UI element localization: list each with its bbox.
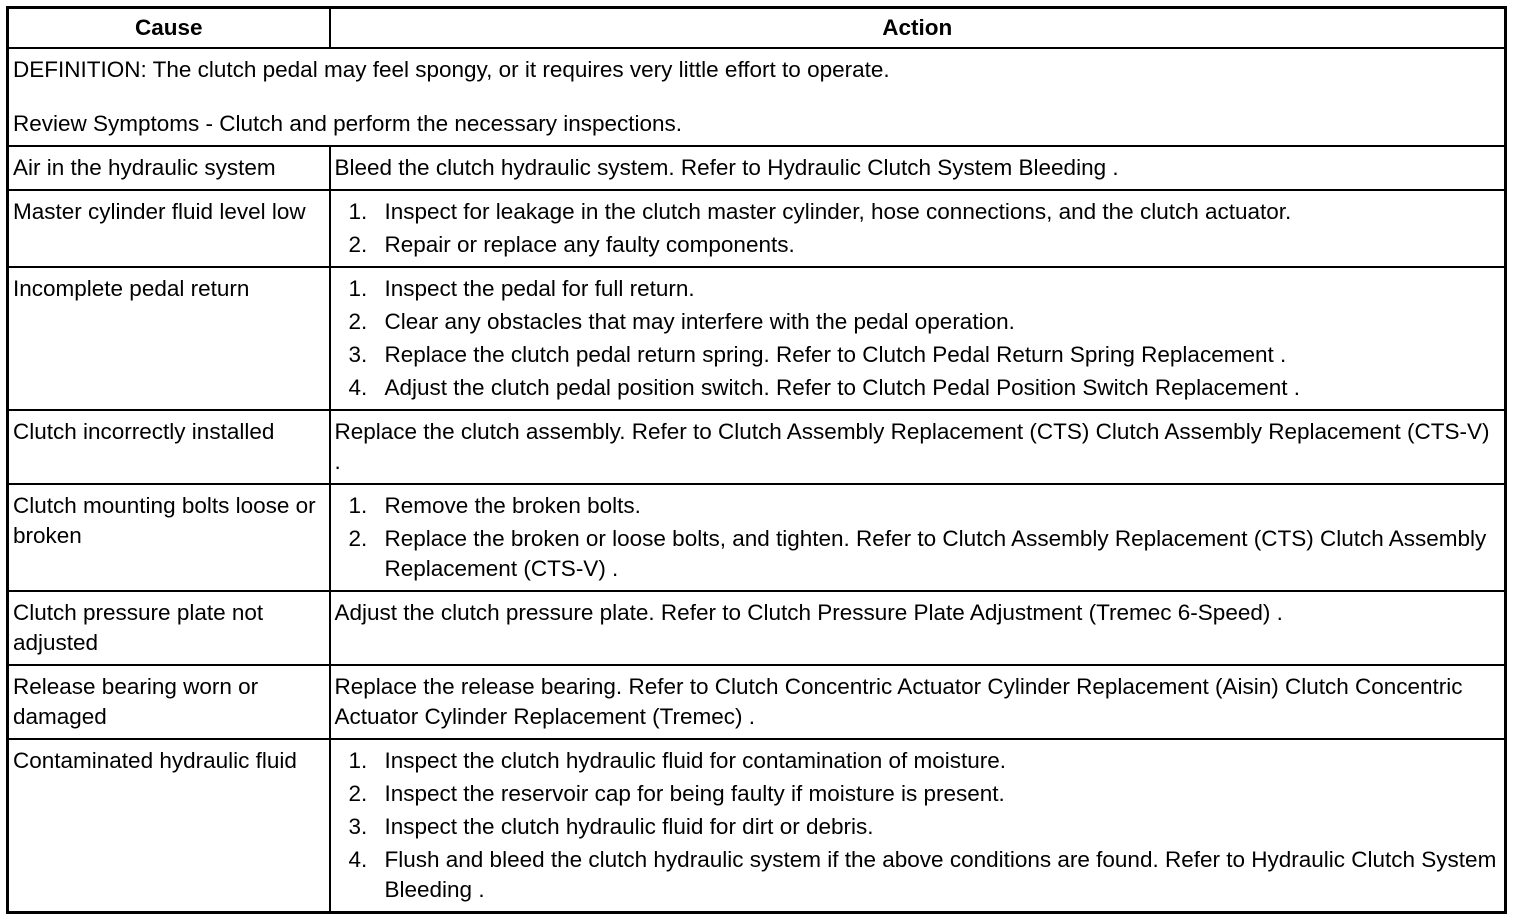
step-item	[335, 812, 1501, 842]
action-header: Action	[330, 8, 1506, 49]
action-steps	[335, 491, 1501, 584]
action-steps	[335, 274, 1501, 403]
action-cell: Replace the release bearing. Refer to Clutch Concentric Actuator Cylinder Replacement (Aisin) Clutch Concentric Actuator Cylinder Replacement (Tremec) .	[330, 665, 1506, 739]
table-row	[8, 739, 1506, 913]
step-number: 1.	[348, 748, 368, 773]
cause-cell: Master cylinder fluid level low	[8, 190, 330, 267]
step-item	[335, 230, 1501, 260]
header-row	[8, 8, 1506, 49]
definition-row	[8, 48, 1506, 146]
action-steps	[335, 746, 1501, 905]
cause-cell: Air in the hydraulic system	[8, 146, 330, 190]
step-item	[335, 779, 1501, 809]
definition-cell	[8, 48, 1506, 146]
cause-cell: Release bearing worn or damaged	[8, 665, 330, 739]
step-item	[335, 524, 1501, 584]
definition-spacer	[13, 85, 1500, 109]
step-text: Inspect for leakage in the clutch master cylinder, hose connections, and the clutch actuator.	[384, 199, 1292, 224]
step-item	[335, 274, 1501, 304]
step-number: 4.	[348, 375, 368, 400]
table-row	[8, 591, 1506, 665]
action-cell	[330, 267, 1506, 410]
table-row	[8, 146, 1506, 190]
step-item	[335, 197, 1501, 227]
table-row	[8, 484, 1506, 591]
diagnostic-table	[6, 6, 1507, 914]
step-text: Replace the broken or loose bolts, and tighten. Refer to Clutch Assembly Replacement (CTS) Clutch Assembly Replacement (CTS-V) .	[384, 526, 1487, 581]
step-number: 3.	[348, 814, 368, 839]
step-text: Remove the broken bolts.	[384, 493, 641, 518]
step-number: 2.	[348, 526, 368, 551]
step-text: Flush and bleed the clutch hydraulic system if the above conditions are found. Refer to Hydraulic Clutch System Bleeding .	[384, 847, 1497, 902]
step-item	[335, 307, 1501, 337]
table-row	[8, 410, 1506, 484]
step-number: 2.	[348, 232, 368, 257]
action-steps	[335, 197, 1501, 260]
cause-cell: Clutch mounting bolts loose or broken	[8, 484, 330, 591]
action-cell	[330, 190, 1506, 267]
cause-cell: Contaminated hydraulic fluid	[8, 739, 330, 913]
action-cell: Bleed the clutch hydraulic system. Refer to Hydraulic Clutch System Bleeding .	[330, 146, 1506, 190]
step-item	[335, 845, 1501, 905]
step-text: Clear any obstacles that may interfere with the pedal operation.	[384, 309, 1015, 334]
table-row	[8, 190, 1506, 267]
step-item	[335, 340, 1501, 370]
step-text: Inspect the reservoir cap for being faulty if moisture is present.	[384, 781, 1005, 806]
step-text: Repair or replace any faulty components.	[384, 232, 795, 257]
step-number: 1.	[348, 199, 368, 224]
step-number: 4.	[348, 847, 368, 872]
step-number: 1.	[348, 493, 368, 518]
step-item	[335, 373, 1501, 403]
step-number: 2.	[348, 309, 368, 334]
step-item	[335, 746, 1501, 776]
cause-cell: Clutch pressure plate not adjusted	[8, 591, 330, 665]
table-row	[8, 665, 1506, 739]
step-number: 1.	[348, 276, 368, 301]
cause-cell: Incomplete pedal return	[8, 267, 330, 410]
step-number: 2.	[348, 781, 368, 806]
table-row	[8, 267, 1506, 410]
step-text: Inspect the clutch hydraulic fluid for dirt or debris.	[384, 814, 874, 839]
action-cell: Adjust the clutch pressure plate. Refer to Clutch Pressure Plate Adjustment (Tremec 6-Speed) .	[330, 591, 1506, 665]
cause-header: Cause	[8, 8, 330, 49]
action-cell	[330, 739, 1506, 913]
step-number: 3.	[348, 342, 368, 367]
step-text: Inspect the clutch hydraulic fluid for contamination of moisture.	[384, 748, 1007, 773]
step-item	[335, 491, 1501, 521]
review-symptoms-text: Review Symptoms - Clutch and perform the necessary inspections.	[13, 111, 683, 136]
step-text: Replace the clutch pedal return spring. Refer to Clutch Pedal Return Spring Replacement .	[384, 342, 1287, 367]
action-cell	[330, 484, 1506, 591]
action-cell: Replace the clutch assembly. Refer to Clutch Assembly Replacement (CTS) Clutch Assembly Replacement (CTS-V) .	[330, 410, 1506, 484]
definition-text: DEFINITION: The clutch pedal may feel spongy, or it requires very little effort to operate.	[13, 57, 890, 82]
step-text: Adjust the clutch pedal position switch. Refer to Clutch Pedal Position Switch Replacement .	[384, 375, 1300, 400]
cause-cell: Clutch incorrectly installed	[8, 410, 330, 484]
step-text: Inspect the pedal for full return.	[384, 276, 695, 301]
